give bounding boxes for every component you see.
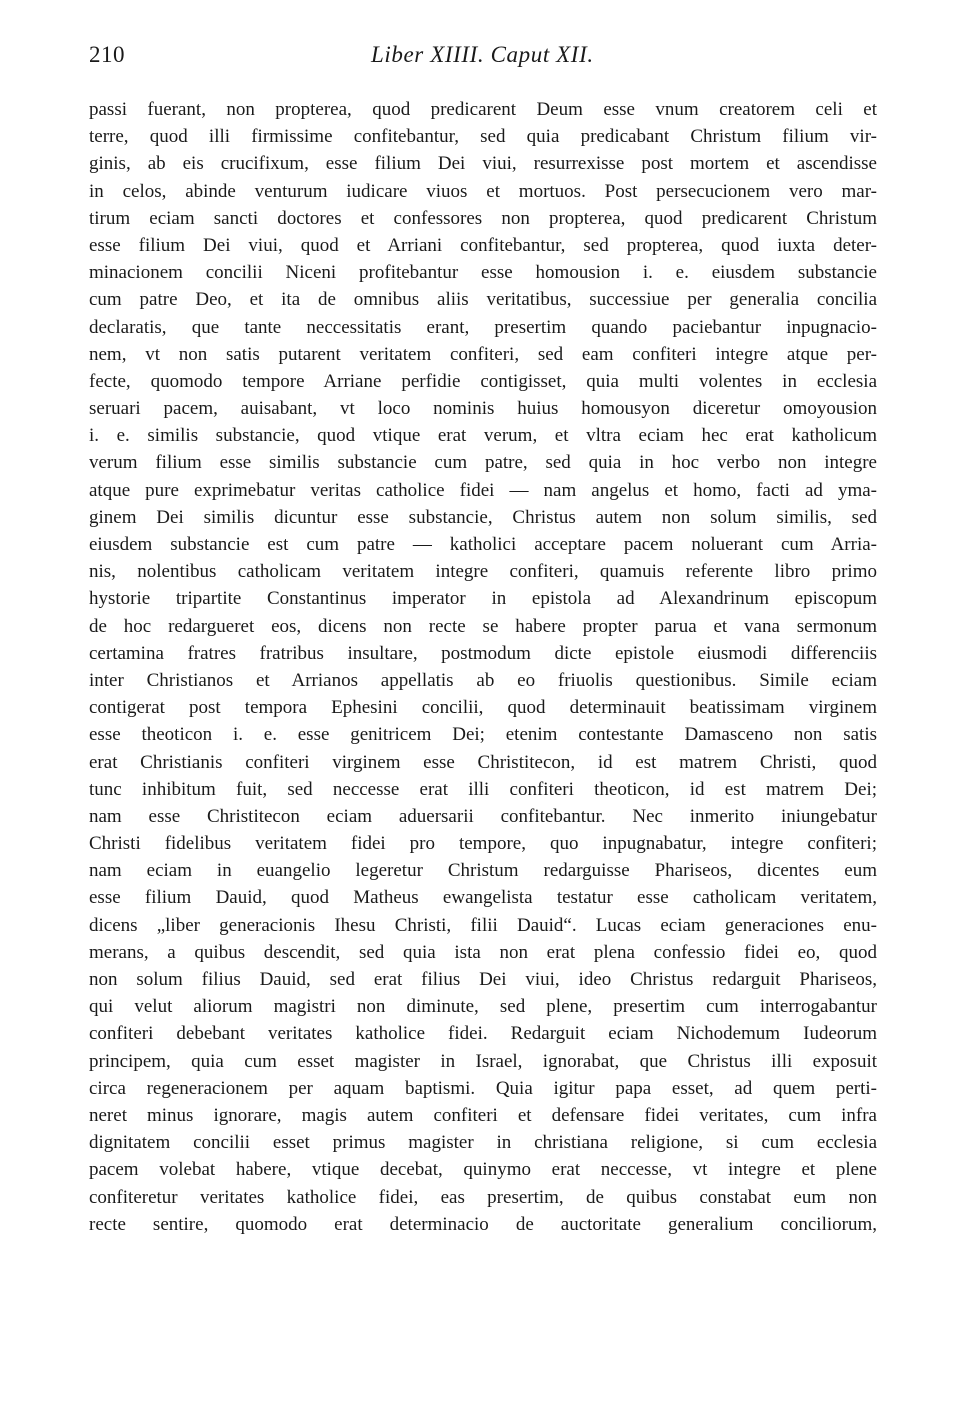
text-line: pacem volebat habere, vtique decebat, quinymo erat neccesse, vt integre et plene xyxy=(89,1159,877,1181)
text-line: esse theoticon i. e. esse genitricem Dei; etenim contestante Damasceno non satis xyxy=(89,724,877,746)
text-line: ginem Dei similis dicuntur esse substancie, Christus autem non solum similis, sed xyxy=(89,506,877,528)
running-title: Liber XIIII. Caput XII. xyxy=(371,42,594,67)
text-line: in celos, abinde venturum iudicare viuos et mortuos. Post persecucionem vero mar- xyxy=(89,180,877,202)
text-line: esse filium Dei viui, quod et Arriani confitebantur, sed propterea, quod iuxta deter- xyxy=(89,234,877,256)
text-line: eiusdem substancie est cum patre — katholici acceptare pacem noluerant cum Arria- xyxy=(89,534,877,555)
text-line: qui velut aliorum magistri non diminute, sed plene, presertim cum interrogabantur xyxy=(89,996,877,1018)
text-line: merans, a quibus descendit, sed quia ista non erat plena confessio fidei eo, quod xyxy=(89,941,877,963)
text-line: esse filium Dauid, quod Matheus ewangelista testatur esse catholicam veritatem, xyxy=(89,887,877,909)
text-line: nam eciam in euangelio legeretur Christum redarguisse Phariseos, dicentes eum xyxy=(89,860,877,882)
text-line: confiteri debebant veritates katholice fidei. Redarguit eciam Nichodemum Iudeorum xyxy=(89,1023,877,1045)
text-line: contigerat post tempora Ephesini concilii, quod determinauit beatissimam virginem xyxy=(89,697,877,719)
text-line: Christi fidelibus veritatem fidei pro tempore, quo inpugnabatur, integre confiteri; xyxy=(89,833,877,855)
text-line: tunc inhibitum fuit, sed neccesse erat illi confiteri theoticon, id est matrem Dei; xyxy=(89,778,877,800)
body-text xyxy=(89,96,877,1238)
text-line: minacionem concilii Niceni profitebantur esse homousion i. e. eiusdem substancie xyxy=(89,262,877,284)
text-line: cum patre Deo, et ita de omnibus aliis veritatibus, successiue per generalia concilia xyxy=(89,289,877,311)
text-line: ginis, ab eis crucifixum, esse filium Dei viui, resurrexisse post mortem et ascendisse xyxy=(89,153,877,175)
text-line: confiteretur veritates katholice fidei, eas presertim, de quibus constabat eum non xyxy=(89,1186,877,1208)
text-line: hystorie tripartite Constantinus imperator in epistola ad Alexandrinum episcopum xyxy=(89,588,877,610)
text-line: non solum filius Dauid, sed erat filius Dei viui, ideo Christus redarguit Phariseos, xyxy=(89,969,877,990)
text-line: dignitatem concilii esset primus magister in christiana religione, si cum ecclesia xyxy=(89,1132,877,1154)
text-line: tirum eciam sancti doctores et confessores non propterea, quod predicarent Christum xyxy=(89,207,877,229)
text-line: fecte, quomodo tempore Arriane perfidie contigisset, quia multi volentes in ecclesia xyxy=(89,370,877,392)
text-line: nem, vt non satis putarent veritatem confiteri, sed eam confiteri integre atque per- xyxy=(89,343,877,365)
text-line: declaratis, que tante neccessitatis erant, presertim quando paciebantur inpugnacio- xyxy=(89,316,877,338)
text-line: erat Christianis confiteri virginem esse Christitecon, id est matrem Christi, quod xyxy=(89,751,877,773)
text-line: nis, nolentibus catholicam veritatem integre confiteri, quamuis referente libro primo xyxy=(89,561,877,583)
text-line: nam esse Christitecon eciam aduersarii confitebantur. Nec inmerito iniungebatur xyxy=(89,805,877,827)
page-header xyxy=(89,42,877,82)
text-line: certamina fratres fratribus insultare, postmodum dicte epistole eiusmodi differenciis xyxy=(89,642,877,664)
text-line: verum filium esse similis substancie cum patre, sed quia in hoc verbo non integre xyxy=(89,452,877,474)
text-line: inter Christianos et Arrianos appellatis ab eo friuolis questionibus. Simile eciam xyxy=(89,669,877,691)
text-line: i. e. similis substancie, quod vtique erat verum, et vltra eciam hec erat katholicum xyxy=(89,425,877,447)
text-line: seruari pacem, auisabant, vt loco nominis huius homousyon diceretur omoyousion xyxy=(89,398,877,420)
text-line: terre, quod illi firmissime confitebantur, sed quia predicabant Christum filium vir- xyxy=(89,126,877,148)
text-line: de hoc redargueret eos, dicens non recte se habere propter parua et vana sermonum xyxy=(89,615,877,637)
text-line: recte sentire, quomodo erat determinacio de auctoritate generalium conciliorum, xyxy=(89,1213,877,1235)
text-line: neret minus ignorare, magis autem confiteri et defensare fidei veritates, cum infra xyxy=(89,1104,877,1126)
text-line: passi fuerant, non propterea, quod predicarent Deum esse vnum creatorem celi et xyxy=(89,99,877,120)
text-line: circa regeneracionem per aquam baptismi. Quia igitur papa esset, ad quem perti- xyxy=(89,1077,877,1099)
text-line: atque pure exprimebatur veritas catholice fidei — nam angelus et homo, facti ad yma- xyxy=(89,479,877,501)
text-line: principem, quia cum esset magister in Israel, ignorabat, que Christus illi exposuit xyxy=(89,1050,877,1072)
text-line: dicens „liber generacionis Ihesu Christi, filii Dauid“. Lucas eciam generaciones enu- xyxy=(89,914,877,936)
page-number: 210 xyxy=(89,42,125,67)
